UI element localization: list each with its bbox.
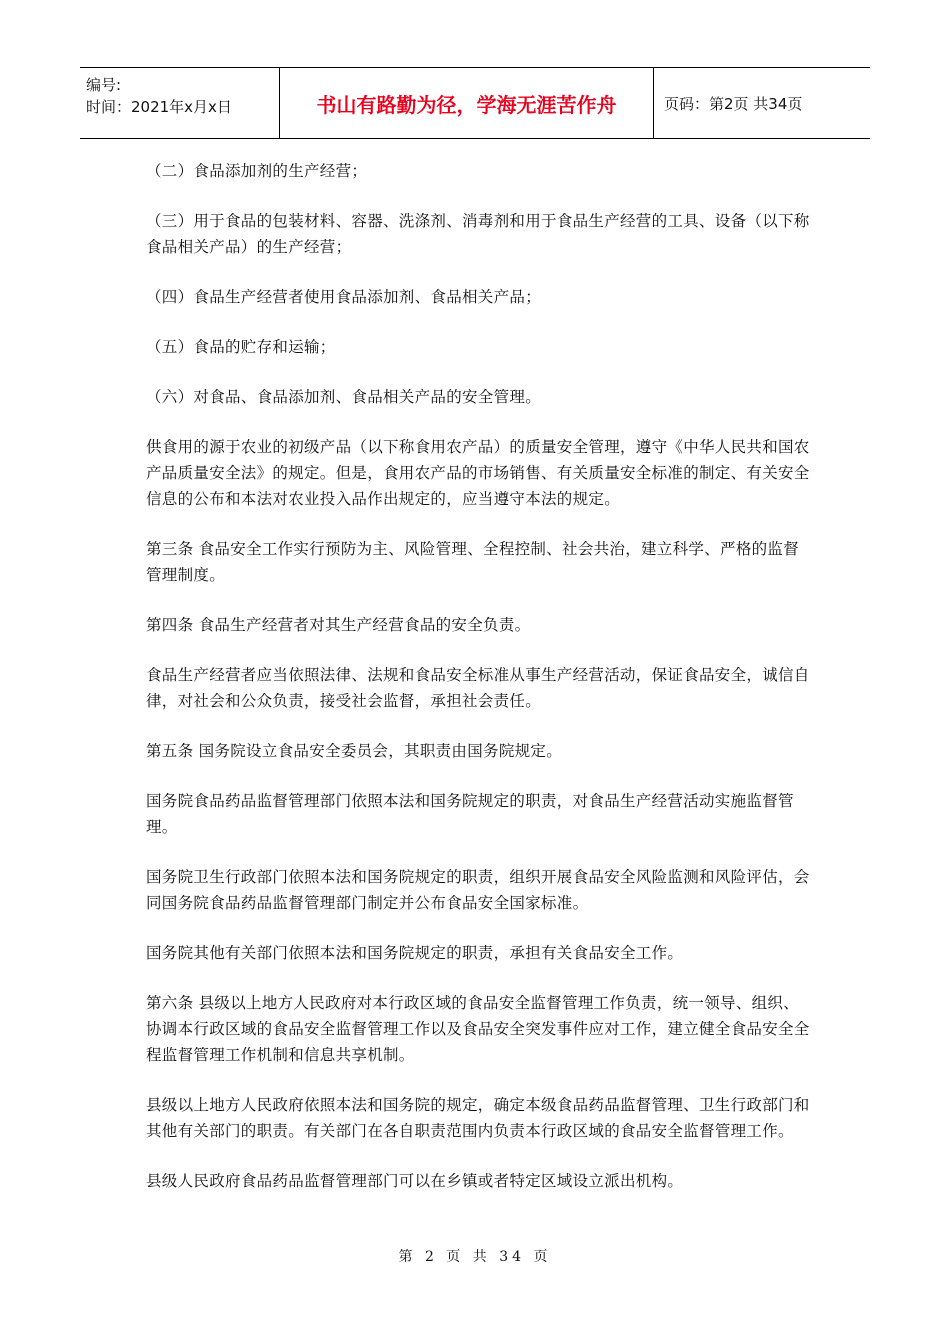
- time-label: 时间：2021年x月x日: [86, 98, 232, 116]
- page-footer: 第 2 页 共 34 页: [398, 1249, 552, 1265]
- header-left-cell: [80, 68, 280, 138]
- paragraph: 国务院食品药品监督管理部门依照本法和国务院规定的职责，对食品生产经营活动实施监督管理。: [146, 792, 794, 836]
- motto: 书山有路勤为径，学海无涯苦作舟: [280, 68, 654, 138]
- paragraph: 国务院卫生行政部门依照本法和国务院规定的职责，组织开展食品安全风险监测和风险评估，会同国务院食品药品监督管理部门制定并公布食品安全国家标准。: [146, 868, 810, 912]
- code-label: 编号:: [86, 76, 122, 94]
- paragraph: 国务院其他有关部门依照本法和国务院规定的职责，承担有关食品安全工作。: [146, 944, 684, 962]
- paragraph: （二）食品添加剂的生产经营；: [146, 162, 368, 180]
- paragraph: 食品生产经营者应当依照法律、法规和食品安全标准从事生产经营活动，保证食品安全，诚信自律，对社会和公众负责，接受社会监督，承担社会责任。: [146, 666, 810, 710]
- paragraph: （六）对食品、食品添加剂、食品相关产品的安全管理。: [146, 388, 542, 406]
- paragraph: 供食用的源于农业的初级产品（以下称食用农产品）的质量安全管理，遵守《中华人民共和国农产品质量安全法》的规定。但是，食用农产品的市场销售、有关质量安全标准的制定、有关安全信息的公布和本法对农业投入品作出规定的，应当遵守本法的规定。: [146, 438, 810, 508]
- paragraph: 第四条 食品生产经营者对其生产经营食品的安全负责。: [146, 616, 531, 634]
- paragraph: 县级人民政府食品药品监督管理部门可以在乡镇或者特定区域设立派出机构。: [146, 1172, 684, 1190]
- document-body: [146, 158, 810, 1218]
- paragraph: 第五条 国务院设立食品安全委员会，其职责由国务院规定。: [146, 742, 563, 760]
- page-label: 页码：第2页 共34页: [664, 94, 803, 113]
- paragraph: （五）食品的贮存和运输；: [146, 338, 336, 356]
- paragraph: 第三条 食品安全工作实行预防为主、风险管理、全程控制、社会共治，建立科学、严格的监督管理制度。: [146, 540, 800, 584]
- page-header: [80, 67, 870, 139]
- paragraph: 县级以上地方人民政府依照本法和国务院的规定，确定本级食品药品监督管理、卫生行政部门和其他有关部门的职责。有关部门在各自职责范围内负责本行政区域的食品安全监督管理工作。: [146, 1096, 810, 1140]
- paragraph: （四）食品生产经营者使用食品添加剂、食品相关产品；: [146, 288, 542, 306]
- paragraph: （三）用于食品的包装材料、容器、洗涤剂、消毒剂和用于食品生产经营的工具、设备（以下称食品相关产品）的生产经营；: [146, 212, 810, 256]
- paragraph: 第六条 县级以上地方人民政府对本行政区域的食品安全监督管理工作负责，统一领导、组织、协调本行政区域的食品安全监督管理工作以及食品安全突发事件应对工作，建立健全食品安全全程监督管理工作机制和信息共享机制。: [146, 994, 810, 1064]
